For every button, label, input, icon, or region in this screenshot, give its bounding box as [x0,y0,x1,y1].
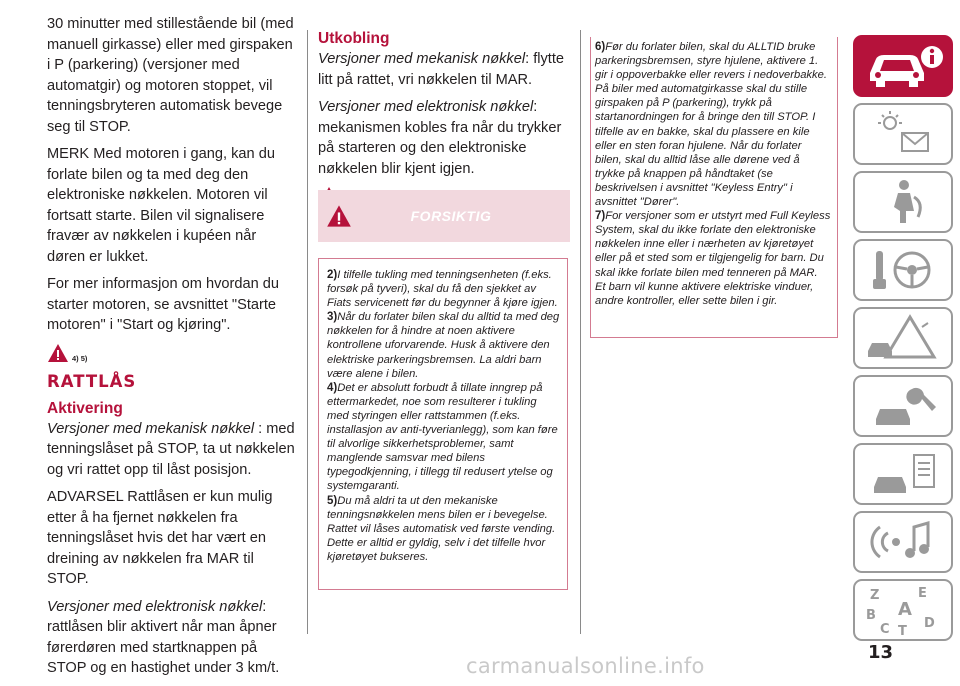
technical-data-icon [862,449,944,499]
svg-text:A: A [898,599,912,620]
caution-note [595,40,831,209]
note-number: 6) [595,41,606,53]
tab-emergency[interactable] [853,307,953,369]
tab-safety[interactable] [853,171,953,233]
text-elec-key: : mekanismen kobles fra når du trykker på starteren og den elektroniske nøkkelen blir kjent igjen. [318,99,562,177]
heading-activation: Aktivering [47,399,123,417]
dashboard-lights-icon [862,109,944,159]
paragraph-auto-stop: 30 minutter med stillestående bil (med manuell girkasse) eller med girspaken i P (parkering) (versjoner med automatgir) og motoren stoppet, vil tenningsbryteren automatisk bevege seg til STOP. [47,16,294,135]
note-number: 4) [327,381,338,394]
svg-text:E: E [918,586,927,601]
svg-text:C: C [880,622,890,637]
watermark: carmanualsonline.info [466,654,705,678]
paragraph-note-merk: MERK Med motoren i gang, kan du forlate bilen og ta med deg den elektroniske nøkkelen. Motoren vil fortsatt starte. Bilen vil signalisere fravær av nøkkelen i kupéen når døren er lukket. [47,146,275,265]
caution-label: FORSIKTIG [410,208,492,224]
caution-box [318,258,568,590]
text-mech-key: : med tenningslåset på STOP, ta ut nøkkelen og vri rattet opp til låst posisjon. [47,420,295,478]
column-divider [580,30,581,634]
warning-triangle-car-icon [862,313,944,363]
caution-note [327,268,561,310]
paragraph-mech-key-activation [47,419,297,481]
note-text: For versjoner som er utstyrt med Full Keyless System, skal du ikke forlate den elektroniske nøkkelen inne eller i nærheten av kjøretøyet eller på et sted som er tilgjengelig for barn. Du skal ikke forlate bilen med tenneren på MAR. Et barn vil kunne aktivere elektriske vinduer, andre kontroller, eller sette bilen i gir. [595,210,831,307]
note-text: Du må aldri ta ut den mekaniske tenningsnøkkelen mens bilen er i bevegelse. Rattet vil låses automatisk ved første vending. Dette er alltid er gyldig, selv i det tilfelle hvor kjøretøyet bukseres. [327,494,556,563]
label-mech-key: Versjoner med mekanisk nøkkel [47,420,255,437]
section-title-steering-lock: RATTLÅS [47,371,137,391]
multimedia-icon [862,517,944,567]
label-mech-key: Versjoner med mekanisk nøkkel [318,51,526,67]
car-info-icon [862,43,944,89]
svg-text:D: D [924,616,935,631]
note-number: 5) [327,494,338,507]
note-number: 2) [327,269,338,281]
paragraph-more-info: For mer informasjon om hvordan du starter motoren, se avsnittet "Starte motoren" i "Start og kjøring". [47,276,279,333]
paragraph-elec-key-deactivation [318,97,570,179]
warning-triangle-icon [326,204,352,228]
caution-header [318,190,570,242]
paragraph-mech-key-deactivation [318,49,570,90]
caution-box-continued [590,37,838,338]
svg-text:B: B [866,608,876,623]
warning-triangle-icon [47,343,69,363]
index-letters-icon [862,583,944,637]
label-elec-key: Versjoner med elektronisk nøkkel [47,598,263,615]
paragraph-advarsel: ADVARSEL Rattlåsen er kun mulig etter å ha fjernet nøkkelen fra tenningslåset hvis det har vært en dreining av nøkkelen fra MAR til STOP. [47,489,273,587]
note-number: 3) [327,311,338,324]
warning-reference [47,343,297,365]
tab-starting-driving[interactable] [853,239,953,301]
paragraph-elec-key-activation [47,597,297,679]
tab-maintenance[interactable] [853,375,953,437]
note-number: 7) [595,210,606,223]
svg-text:Z: Z [870,588,880,603]
svg-text:T: T [898,624,907,637]
tab-dashboard[interactable] [853,103,953,165]
column-left [47,14,297,686]
column-middle [318,28,570,214]
wrench-car-icon [862,381,944,431]
caution-note [327,494,561,564]
note-text: Når du forlater bilen skal du alltid ta med deg nøkkelen for å hindre at noen aktivere kontrollene uforvarende. Husk å aktivere den elektriske parkeringsbremsen. La aldri barn være alene i bilen. [327,311,560,380]
caution-note [327,381,561,494]
note-text: Det er absolutt forbudt å tillate inngrep på ettermarkedet, noe som resulterer i tukling med styringen eller rattstammen (f.eks. installasjon av anti-tyverianlegg), som kan føre til alvorlige sikkerhetsproblemer, samt manglende samsvar med bilens typegodkjenning, i tillegg til redusert ytelse og systemgaranti. [327,381,558,493]
column-divider [307,30,308,634]
tab-technical-data[interactable] [853,443,953,505]
text-elec-key: : rattlåsen blir aktivert når man åpner førerdøren med startknappen på STOP og en hastighet under 3 km/t. [47,598,280,676]
tab-multimedia[interactable] [853,511,953,573]
caution-note [327,310,561,380]
note-text: I tilfelle tukling med tenningsenheten (f.eks. forsøk på tyveri), skal du få den sjekket av Fiats servicenett før du begynner å kjøre igjen. [327,269,558,310]
note-text: Før du forlater bilen, skal du ALLTID bruke parkeringsbremsen, styre hjulene, aktivere 1. gir i oppoverbakke eller revers i nedoverbakke. På biler med automatgirkasse skal du stille girspaken på P (parkering), trykk på startanordningen for å bringe den till STOP. I tilfelle av en bakke, skal du plassere en kile eller en sten foran hjulene. Når du forlater bilen, skal du alltid låse alle dørene ved å trykke på knappen på håndtaket (se beskrivelsen i avsnittet "Keyless Entry" i avsnittet "Dører". [595,41,827,209]
heading-deactivation: Utkobling [318,30,390,47]
label-elec-key: Versjoner med elektronisk nøkkel [318,99,534,115]
tab-index[interactable] [853,579,953,641]
text-mech-key: : flytte litt på rattet, vri nøkkelen til MAR. [318,51,565,88]
warning-refs: 4) 5) [72,353,88,363]
key-steering-wheel-icon [862,245,944,295]
tab-vehicle-info[interactable] [853,35,953,97]
seat-airbag-icon [862,177,944,227]
caution-note [595,209,831,308]
page-number: 13 [868,642,894,663]
